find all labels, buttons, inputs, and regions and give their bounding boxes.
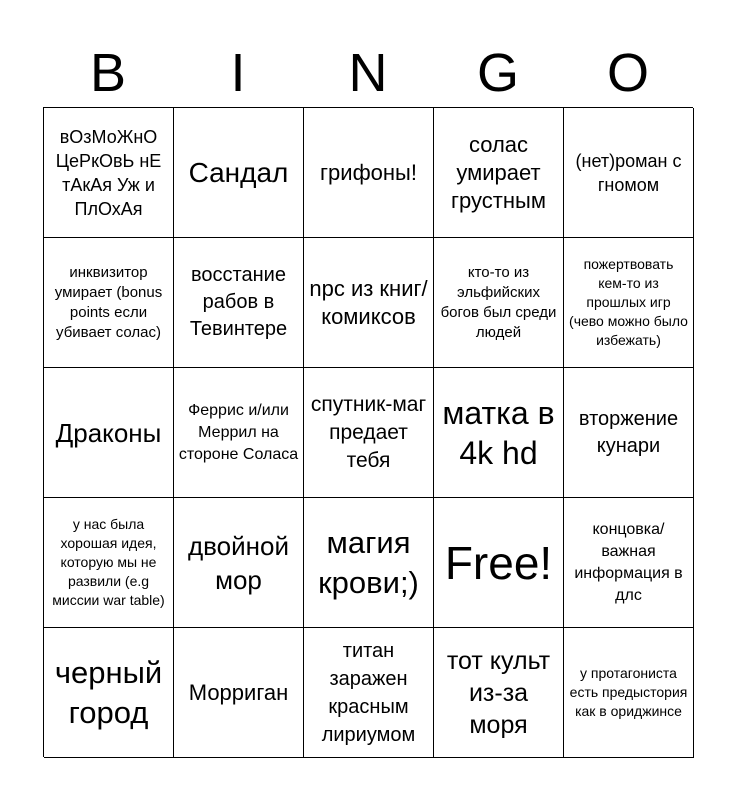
cell-text: (нет)роман с гномом [575, 150, 682, 195]
free-cell[interactable] [434, 498, 564, 628]
bingo-cell[interactable] [174, 238, 304, 368]
bingo-cell[interactable] [304, 498, 434, 628]
cell-text: грифоны! [320, 159, 417, 185]
bingo-cell[interactable] [44, 238, 174, 368]
cell-text: двойной мор [187, 530, 290, 595]
bingo-cell[interactable] [174, 498, 304, 628]
bingo-cell[interactable] [564, 498, 694, 628]
bingo-cell[interactable] [304, 628, 434, 758]
cell-text: кто-то из эльфийских богов был среди людей [440, 263, 557, 341]
cell-text: у протагониста есть предыстория как в ориджинсе [569, 665, 688, 719]
bingo-cell[interactable] [564, 238, 694, 368]
cell-text: концовка/ важная информация в длс [574, 520, 683, 604]
bingo-grid [43, 107, 693, 757]
header-letter-i: I [230, 43, 246, 103]
bingo-cell[interactable] [44, 368, 174, 498]
cell-text: магия крови;) [318, 524, 419, 600]
cell-text: восстание рабов в Тевинтере [189, 264, 288, 340]
bingo-cell[interactable] [44, 498, 174, 628]
cell-text: у нас была хорошая идея, которую мы не развили (e.g миссии war table) [52, 516, 165, 608]
bingo-cell[interactable] [304, 108, 434, 238]
cell-text: пожертвовать кем-то из прошлых игр (чево можно было избежать) [569, 256, 688, 348]
bingo-cell[interactable] [304, 368, 434, 498]
cell-text: матка в 4k hd [442, 394, 555, 471]
bingo-cell[interactable] [174, 108, 304, 238]
header-letter-o: O [606, 43, 649, 103]
cell-text: Морриган [188, 679, 289, 705]
bingo-cell[interactable] [434, 108, 564, 238]
cell-text: Феррис и/или Меррил на стороне Соласа [178, 401, 299, 463]
cell-text: инквизитор умирает (bonus points если убивает солас) [54, 263, 163, 341]
bingo-cell[interactable] [304, 238, 434, 368]
cell-text: вторжение кунари [578, 407, 679, 457]
cell-text: черный город [54, 654, 163, 730]
header-letter-g: G [476, 43, 519, 103]
cell-text: спутник-маг предает тебя [310, 392, 427, 472]
bingo-cell[interactable] [434, 628, 564, 758]
bingo-cell[interactable] [564, 368, 694, 498]
bingo-cell[interactable] [174, 628, 304, 758]
bingo-cell[interactable] [44, 628, 174, 758]
free-label: Free! [444, 536, 553, 589]
bingo-cell[interactable] [44, 108, 174, 238]
bingo-cell[interactable] [564, 108, 694, 238]
bingo-cell[interactable] [564, 628, 694, 758]
cell-text: вОзМоЖнО ЦеРкОвЬ нЕ тАкАя Уж и ПлОхАя [55, 126, 162, 219]
bingo-cell[interactable] [434, 238, 564, 368]
cell-text: Сандал [188, 156, 289, 188]
bingo-header [43, 40, 693, 106]
bingo-cell[interactable] [174, 368, 304, 498]
cell-text: тот культ из-за моря [446, 646, 551, 739]
cell-text: солас умирает грустным [451, 131, 546, 213]
cell-text: Драконы [55, 417, 162, 448]
cell-text: npc из книг/ комиксов [309, 275, 428, 329]
cell-text: титан заражен красным лириумом [321, 639, 416, 746]
header-letter-b: B [89, 43, 127, 103]
header-letter-n: N [348, 43, 388, 103]
bingo-cell[interactable] [434, 368, 564, 498]
